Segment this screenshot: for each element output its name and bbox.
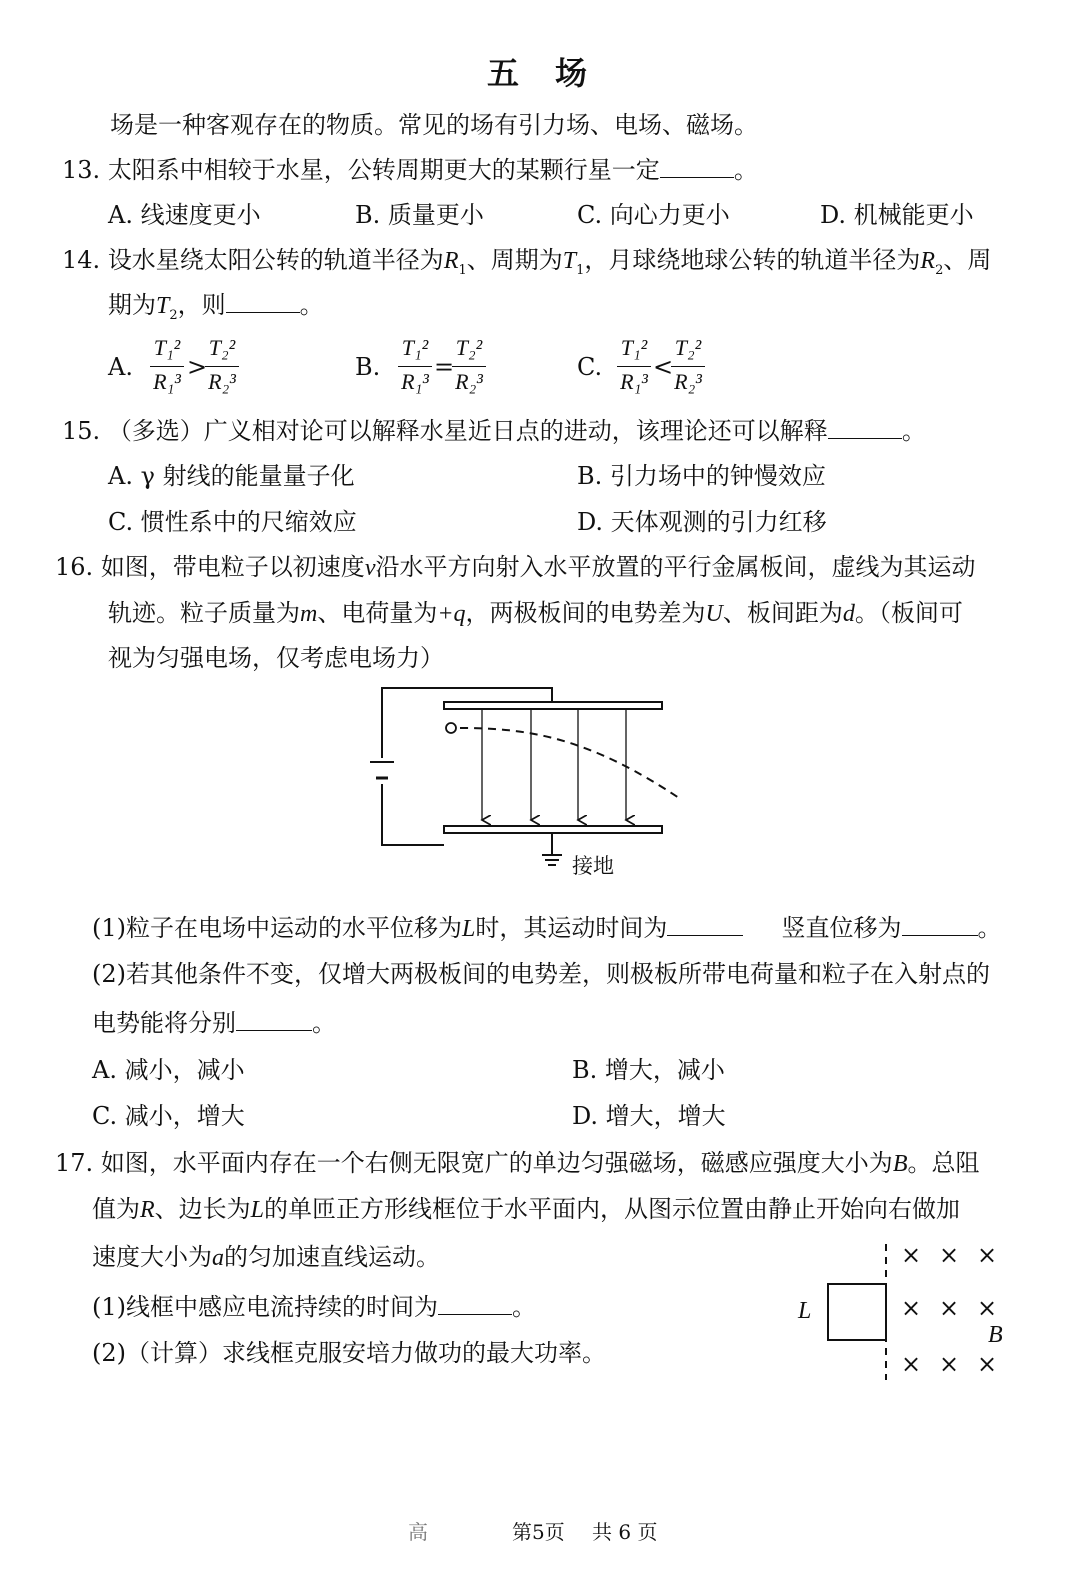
q14-option-a-op: > [187, 353, 208, 381]
q17-stem-line2: 值为R、边长为L的单匝正方形线框位于水平面内，从图示位置由静止开始向右做加 [92, 1195, 961, 1223]
q16-option-a: A. 减小，减小 [92, 1056, 245, 1084]
q14-stem-line2: 期为$T_2$，则 。 [108, 291, 324, 323]
field-label: B [988, 1322, 1003, 1348]
q16-sub2-line1: (2)若其他条件不变，仅增大两极板间的电势差，则极板所带电荷量和粒子在入射点的 [92, 960, 990, 988]
footer-total: 共 6 页 [592, 1520, 658, 1544]
q14-option-b-op: = [434, 353, 455, 381]
circuit-wire-bottom [382, 784, 444, 845]
q15-option-c: C. 惯性系中的尺缩效应 [108, 508, 357, 536]
ground-label: 接地 [572, 854, 614, 878]
q16-sub2-blank [236, 1008, 312, 1031]
q16-sub1: (1)粒子在电场中运动的水平位移为L时，其运动时间为 竖直位移为 。 [92, 914, 1002, 942]
square-coil [828, 1284, 886, 1340]
q17-stem-line3: 速度大小为a的匀加速直线运动。 [92, 1243, 440, 1271]
bottom-plate [444, 826, 662, 833]
q16-sub1-blank2 [902, 913, 978, 936]
q14-option-c-op: < [653, 353, 674, 381]
footer-left: 高 [408, 1520, 428, 1544]
field-cross: × [977, 1350, 998, 1378]
q14-blank [226, 290, 300, 313]
q16-option-b: B. 增大，减小 [572, 1056, 725, 1084]
q14-option-a-label: A. [108, 353, 133, 381]
q13-option-d: D. 机械能更小 [820, 201, 974, 229]
q16-sub2-line2: 电势能将分别 。 [92, 1009, 336, 1037]
circuit-wire-top [382, 688, 552, 758]
q15-option-d: D. 天体观测的引力红移 [577, 508, 827, 536]
field-cross: × [901, 1294, 922, 1322]
field-cross: × [977, 1241, 998, 1269]
q15-option-b: B. 引力场中的钟慢效应 [577, 462, 826, 490]
coil-side-label: L [798, 1298, 812, 1324]
field-cross: × [939, 1241, 960, 1269]
q15-option-a: A. γ 射线的能量量子化 [108, 462, 355, 490]
section-intro: 场是一种客观存在的物质。常见的场有引力场、电场、磁场。 [110, 111, 758, 139]
section-title: 五场 [487, 54, 624, 92]
footer-page: 第5页 [512, 1520, 565, 1544]
q13-number: 13. [62, 156, 101, 184]
q13-stem [62, 155, 758, 185]
q16-sub1-blank1 [667, 913, 743, 936]
charged-particle [446, 723, 456, 733]
capacitor-diagram [360, 680, 700, 880]
q15-blank [828, 416, 902, 439]
q16-stem-line3: 视为匀强电场，仅考虑电场力） [108, 644, 444, 672]
q14-stem-line1: 14. 设水星绕太阳公转的轨道半径为$R_1$、周期为$T_1$，月球绕地球公转的轨道半径为$R_2$、周 [62, 246, 992, 278]
q17-sub2: (2)（计算）求线框克服安培力做功的最大功率。 [92, 1339, 606, 1367]
particle-trajectory [460, 728, 682, 800]
q13-option-b: B. 质量更小 [355, 201, 484, 229]
q16-option-c: C. 减小，增大 [92, 1102, 245, 1130]
q16-option-d: D. 增大，增大 [572, 1102, 726, 1130]
q15-stem: 15. （多选）广义相对论可以解释水星近日点的进动，该理论还可以解释 。 [62, 417, 926, 445]
q17-sub1-blank [438, 1292, 512, 1315]
q17-sub1: (1)线框中感应电流持续的时间为 。 [92, 1293, 536, 1321]
field-cross: × [939, 1294, 960, 1322]
q16-stem-line1: 16. 如图，带电粒子以初速度v沿水平方向射入水平放置的平行金属板间，虚线为其运动 [55, 553, 976, 581]
q16-stem-line2: 轨迹。粒子质量为m、电荷量为+q，两极板间的电势差为U、板间距为d。（板间可 [108, 599, 963, 627]
q13-text: 太阳系中相较于水星，公转周期更大的某颗行星一定 [107, 156, 660, 184]
top-plate [444, 702, 662, 709]
field-cross: × [939, 1350, 960, 1378]
q13-end: 。 [733, 156, 758, 184]
q13-blank [660, 155, 734, 178]
field-cross: × [901, 1350, 922, 1378]
field-cross: × [977, 1294, 998, 1322]
q14-option-c-label: C. [577, 353, 603, 381]
q17-stem-line1: 17. 如图，水平面内存在一个右侧无限宽广的单边匀强磁场，磁感应强度大小为B。总阻 [55, 1149, 980, 1177]
q13-option-c: C. 向心力更小 [577, 201, 730, 229]
field-cross: × [901, 1241, 922, 1269]
q13-option-a: A. 线速度更小 [108, 201, 261, 229]
q14-option-b-label: B. [355, 353, 381, 381]
